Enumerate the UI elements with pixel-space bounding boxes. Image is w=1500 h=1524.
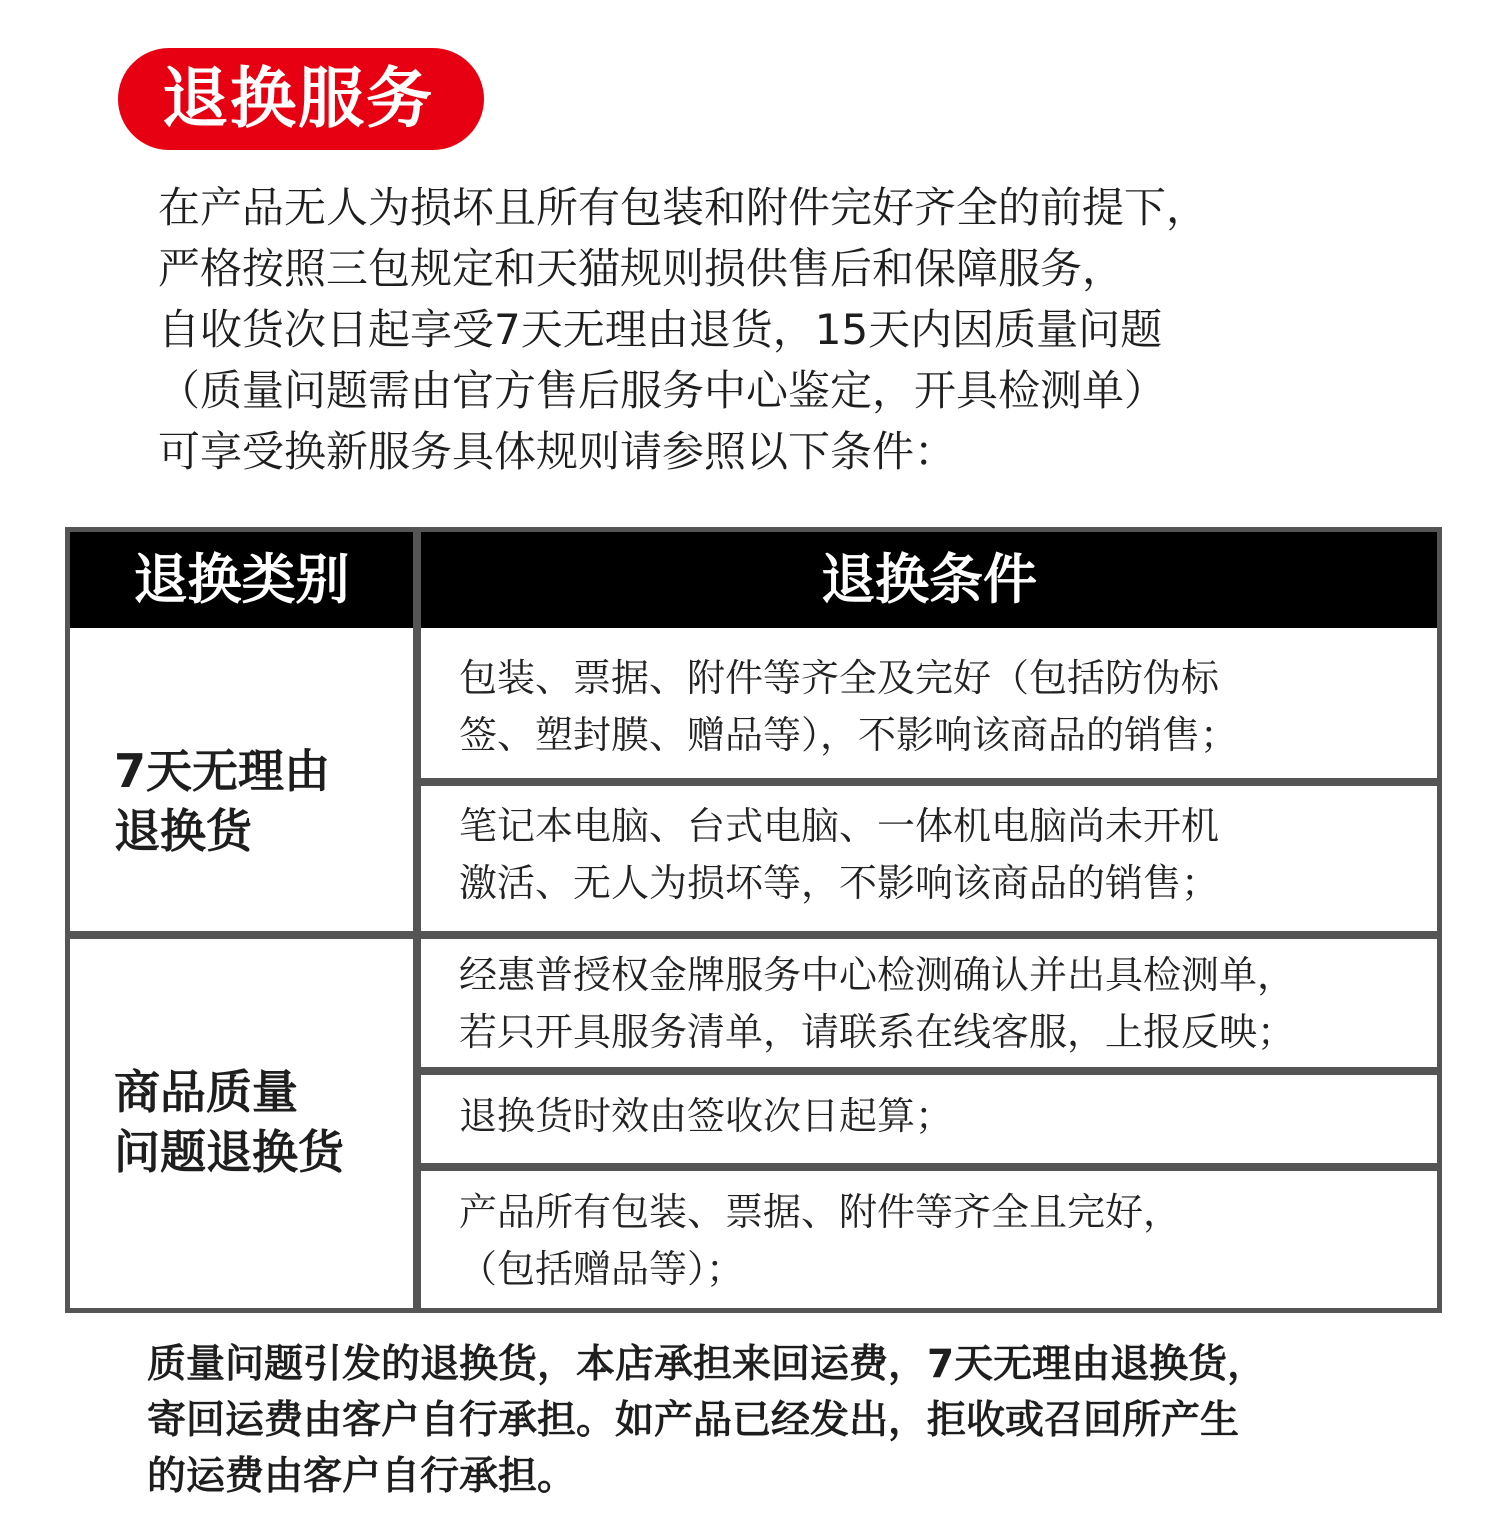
condition-line: 激活、无人为损坏等，不影响该商品的销售； <box>459 861 1220 905</box>
condition-cell <box>459 947 1419 1061</box>
condition-line: 经惠普授权金牌服务中心检测确认并出具检测单， <box>459 953 1296 997</box>
footer-line: 寄回运费由客户自行承担。如产品已经发出，拒收或召回所产生 <box>147 1398 1240 1443</box>
return-policy-table <box>65 527 1442 1313</box>
condition-line: 包装、票据、附件等齐全及完好（包括防伪标 <box>459 656 1220 700</box>
condition-line: 产品所有包装、票据、附件等齐全且完好， <box>459 1190 1182 1234</box>
column-divider <box>413 532 421 1308</box>
condition-line: （包括赠品等）； <box>459 1247 745 1291</box>
condition-cell <box>459 798 1419 912</box>
header-condition: 退换条件 <box>421 532 1437 628</box>
intro-line: （质量问题需由官方售后服务中心鉴定，开具检测单） <box>158 366 1167 415</box>
shipping-note <box>147 1337 1447 1505</box>
row-divider <box>421 778 1437 786</box>
footer-line: 质量问题引发的退换货，本店承担来回运费，7天无理由退换货， <box>147 1342 1267 1387</box>
intro-line: 严格按照三包规定和天猫规则损供售后和保障服务， <box>158 244 1125 293</box>
title-badge <box>118 48 484 150</box>
category-line: 商品质量 <box>114 1065 298 1119</box>
category-quality <box>114 1062 344 1182</box>
condition-cell <box>459 650 1419 764</box>
condition-line: 若只开具服务清单，请联系在线客服，上报反映； <box>459 1010 1296 1054</box>
page-title: 退换服务 <box>162 60 434 137</box>
intro-paragraph <box>158 177 1438 482</box>
intro-line: 自收货次日起享受7天无理由退货，15天内因质量问题 <box>158 305 1163 354</box>
condition-cell <box>459 1184 1419 1298</box>
category-line: 问题退换货 <box>114 1125 344 1179</box>
condition-cell <box>459 1088 1419 1145</box>
intro-line: 可享受换新服务具体规则请参照以下条件： <box>158 427 957 476</box>
row-divider <box>421 1067 1437 1075</box>
condition-line: 退换货时效由签收次日起算； <box>459 1094 954 1138</box>
row-divider <box>421 1163 1437 1171</box>
intro-line: 在产品无人为损坏且所有包装和附件完好齐全的前提下， <box>158 183 1209 232</box>
category-7day <box>114 741 330 861</box>
group-divider <box>70 931 1437 939</box>
category-line: 7天无理由 <box>114 744 331 798</box>
condition-line: 签、塑封膜、赠品等），不影响该商品的销售； <box>459 713 1239 757</box>
header-category: 退换类别 <box>70 532 413 628</box>
condition-line: 笔记本电脑、台式电脑、一体机电脑尚未开机 <box>459 804 1220 848</box>
category-line: 退换货 <box>114 804 252 858</box>
footer-line: 的运费由客户自行承担。 <box>147 1454 577 1499</box>
